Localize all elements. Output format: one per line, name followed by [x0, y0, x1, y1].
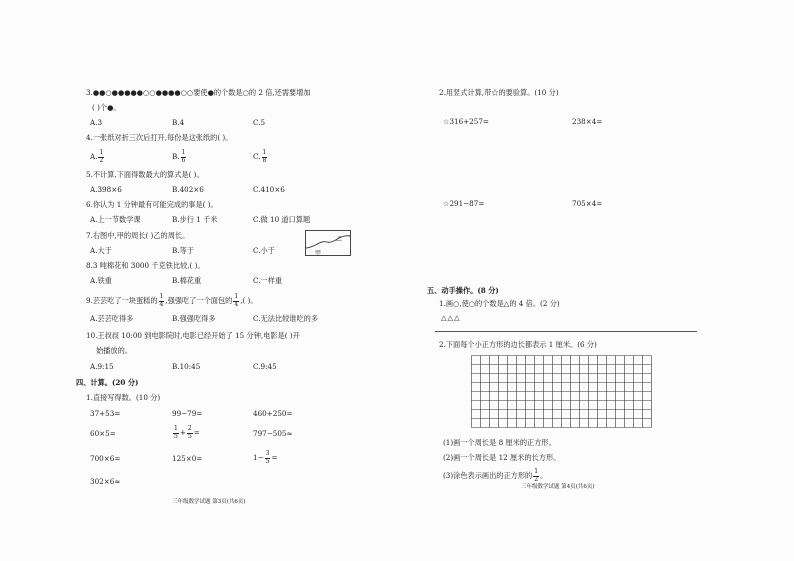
q9-text: 9.芸芸吃了一块蛋糕的 $\frac{1}{4}$ ,强强吃了一个面包的 $\frac{1}{4}$ ,( )。: [86, 293, 258, 308]
q6-option-c: C.做 10 道口算题: [253, 215, 311, 224]
q5-option-c: C.410×6: [253, 185, 285, 194]
calc-r2c3: 797−505≈: [253, 429, 293, 438]
q7-option-b: B.等于: [172, 246, 194, 255]
q10-option-a: A.9:15: [90, 362, 114, 371]
sub2: (2)画一个周长是 12 厘米的长方形。: [443, 453, 561, 462]
q7-text: 7.右图中,甲的周长( )乙的周长。: [86, 231, 190, 240]
q10-text2: 始播放的。: [96, 346, 132, 355]
sub3: (3)涂色表示画出的正方形的 $\frac{1}{2}$ 。: [443, 468, 548, 483]
s5q2-title: 2.下面每个小正方形的边长都表示 1 厘米。(6 分): [439, 340, 597, 349]
q5-text: 5.不计算,下面得数最大的算式是( )。: [86, 170, 204, 179]
calc-r1c3: 460+250=: [253, 409, 293, 418]
r-calc-1: ☆316+257=: [443, 117, 489, 126]
q8-option-c: C.一样重: [253, 276, 283, 285]
q3-text2: ( )个●。: [92, 103, 121, 112]
r-calc-4: 705×4=: [572, 199, 603, 208]
calc-r3c1: 700×6=: [90, 454, 121, 463]
q10-option-b: B.10:45: [172, 362, 201, 371]
square-grid: [471, 355, 653, 429]
calc-r1c1: 37+53=: [90, 409, 121, 418]
q6-option-a: A.上一节数学课: [90, 215, 141, 224]
right-page: [397, 0, 794, 561]
q4-option-b: B. $\frac{1}{6}$: [172, 149, 186, 164]
calc-r3c3-frac: 1− $\frac{3}{5}$ =: [253, 450, 278, 465]
q5-option-a: A.398×6: [90, 185, 122, 194]
calc-r4c1: 302×6≈: [90, 477, 121, 486]
r-q2-title: 2.用竖式计算,带☆的要验算。(10 分): [439, 88, 559, 97]
s5q1-title: 1.画○,使○的个数是△的 4 倍。(2 分): [439, 299, 560, 308]
divider: [435, 331, 697, 332]
q9-option-a: A.芸芸吃得多: [90, 314, 134, 323]
q7-option-c: C.小于: [253, 246, 275, 255]
q10-text: 10.王叔叔 10:00 到电影院时,电影已经开始了 15 分钟,电影是( )开: [86, 331, 300, 340]
q10-option-c: C.9:45: [253, 362, 277, 371]
q6-option-b: B.步行 1 千米: [172, 215, 218, 224]
s4q1-title: 1.直接写得数。(10 分): [86, 393, 161, 402]
right-footer: 三年级数学试题 第4页(共6页): [521, 484, 595, 490]
calc-r1c2: 99−79=: [172, 409, 203, 418]
triangles: △△△: [441, 313, 461, 322]
q3-text: 3.●●○●●●●●○○●●●●○○要使●的个数是○的 2 倍,还需要增加: [86, 88, 311, 97]
q9-option-c: C.无法比较谁吃的多: [253, 314, 319, 323]
sub1: (1)画一个周长是 8 厘米的正方形。: [443, 438, 556, 447]
left-footer: 三年级数学试题 第3页(共6页): [172, 499, 246, 505]
q7-figure-label-jia: 甲: [315, 250, 322, 256]
calc-r3c2: 125×0=: [172, 454, 203, 463]
r-calc-2: 238×4=: [572, 117, 603, 126]
q7-figure-label-yi: 乙: [336, 236, 343, 243]
q3-option-c: C.5: [253, 118, 266, 127]
calc-r2c1: 60×5=: [90, 429, 116, 438]
q8-option-a: A.铁重: [90, 276, 112, 285]
q9-option-b: B.强强吃得多: [172, 314, 216, 323]
section5-title: 五、动手操作。(8 分): [427, 286, 499, 295]
q7-option-a: A.大于: [90, 246, 112, 255]
q7-figure: [305, 230, 351, 256]
calc-r2c2-frac: $\frac{1}{5}$ + $\frac{2}{5}$ =: [174, 425, 200, 440]
q3-option-b: B.4: [172, 118, 185, 127]
q8-text: 8.3 吨棉花和 3000 千克铁比较,( )。: [86, 261, 205, 270]
q8-option-b: B.棉花重: [172, 276, 202, 285]
q5-option-b: B.402×6: [172, 185, 204, 194]
q6-text: 6.你认为 1 分钟最有可能完成的事是( )。: [86, 200, 218, 209]
q3-option-a: A.3: [90, 118, 103, 127]
q4-option-c: C. $\frac{1}{8}$: [253, 149, 267, 164]
r-calc-3: ☆291−87=: [443, 199, 485, 208]
q4-option-a: A. $\frac{1}{2}$: [90, 149, 104, 164]
q4-text: 4.一张纸对折三次后打开,每份是这张纸的( )。: [86, 133, 233, 142]
section4-title: 四、计算。(20 分): [76, 378, 139, 387]
